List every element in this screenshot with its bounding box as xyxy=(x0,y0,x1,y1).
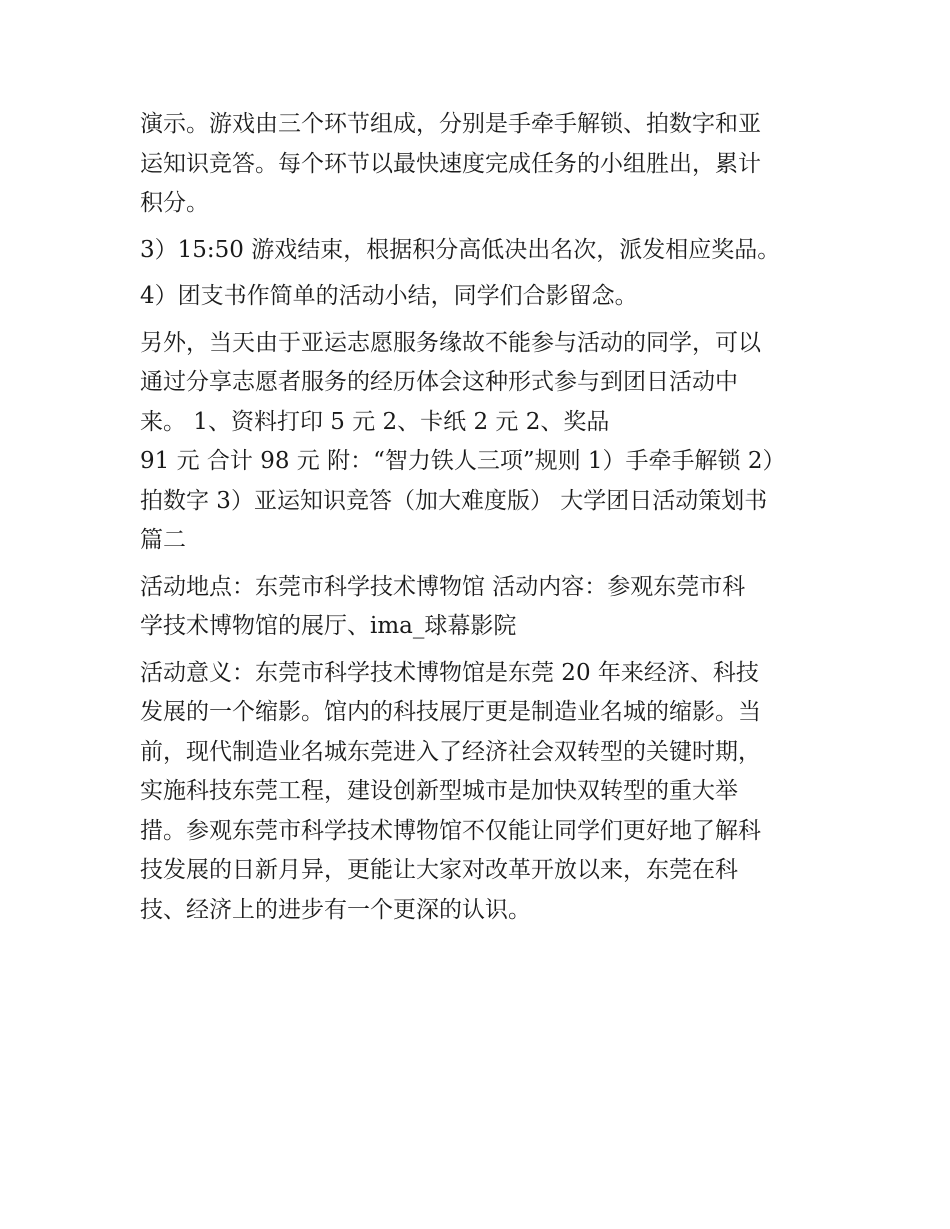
text-line: 技、经济上的进步有一个更深的认识。 xyxy=(140,896,531,923)
text-line: 91 元 合计 98 元 附：“智力铁人三项”规则 1）手牵手解锁 2） xyxy=(140,448,786,474)
document-body xyxy=(140,105,820,930)
text-line: 实施科技东莞工程，建设创新型城市是加快双转型的重大举 xyxy=(140,778,738,804)
text-line: 另外，当天由于亚运志愿服务缘故不能参与活动的同学，可以 xyxy=(140,329,761,356)
text-line: 3）15:50 游戏结束，根据积分高低决出名次，派发相应奖品。 xyxy=(140,236,781,263)
text-line: 积分。 xyxy=(140,190,209,216)
text-line: 发展的一个缩影。馆内的科技展厅更是制造业名城的缩影。当 xyxy=(140,699,761,725)
text-line: 前，现代制造业名城东莞进入了经济社会双转型的关键时期， xyxy=(140,738,761,765)
text-line: 4）团支书作简单的活动小结，同学们合影留念。 xyxy=(140,283,638,309)
text-line: 演示。游戏由三个环节组成，分别是手牵手解锁、拍数字和亚 xyxy=(140,111,761,137)
text-line: 运知识竞答。每个环节以最快速度完成任务的小组胜出，累计 xyxy=(140,150,761,177)
text-line: 拍数字 3）亚运知识竞答（加大难度版） 大学团日活动策划书 xyxy=(140,487,768,514)
text-line: 措。参观东莞市科学技术博物馆不仅能让同学们更好地了解科 xyxy=(140,817,761,844)
text-line: 学技术博物馆的展厅、ima_球幕影院 xyxy=(140,613,517,639)
text-line: 通过分享志愿者服务的经历体会这种形式参与到团日活动中 xyxy=(140,369,738,395)
text-line: 技发展的日新月异，更能让大家对改革开放以来，东莞在科 xyxy=(140,857,738,883)
text-line: 篇二 xyxy=(140,527,186,553)
text-line: 活动地点：东莞市科学技术博物馆 活动内容：参观东莞市科 xyxy=(140,573,746,600)
text-line: 来。 1、资料打印 5 元 2、卡纸 2 元 2、奖品 xyxy=(140,408,610,435)
text-line: 活动意义：东莞市科学技术博物馆是东莞 20 年来经济、科技 xyxy=(140,659,759,686)
